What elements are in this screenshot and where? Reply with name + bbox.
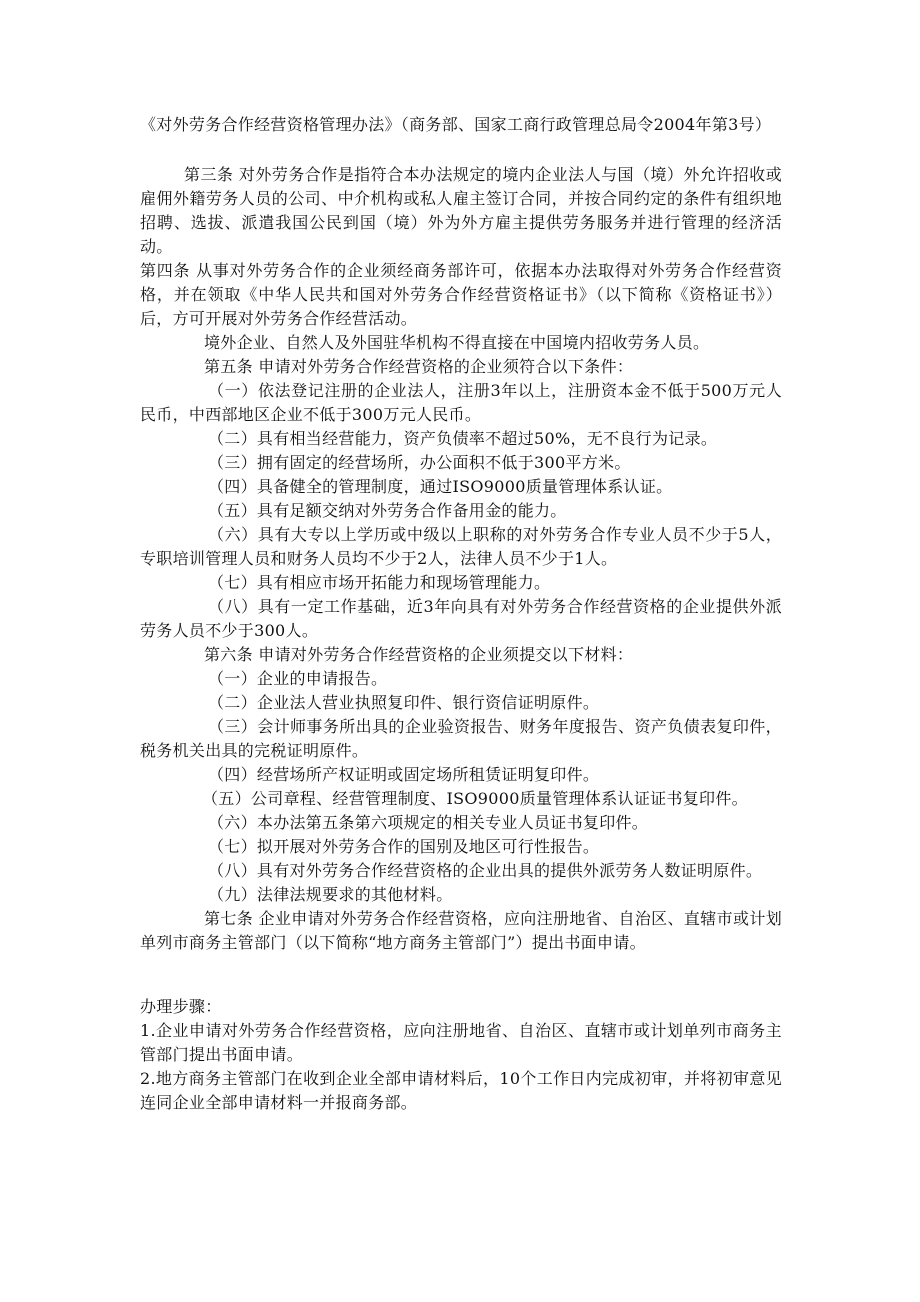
article-5-item: （四）具备健全的管理制度，通过ISO9000质量管理体系认证。 bbox=[208, 477, 673, 496]
article-6-item: （八）具有对外劳务合作经营资格的企业出具的提供外派劳务人数证明原件。 bbox=[208, 861, 763, 880]
article-5-item: （三）拥有固定的经营场所，办公面积不低于300平方米。 bbox=[208, 453, 631, 472]
procedure-step: 2.地方商务主管部门在收到企业全部申请材料后，10个工作日内完成初审，并将初审意见连同企业全部申请材料一并报商务部。 bbox=[140, 1069, 782, 1112]
procedure-step: 1.企业申请对外劳务合作经营资格，应向注册地省、自治区、直辖市或计划单列市商务主管部门提出书面申请。 bbox=[140, 1021, 782, 1064]
article-7: 第七条 企业申请对外劳务合作经营资格，应向注册地省、自治区、直辖市或计划单列市商务主管部门（以下简称“地方商务主管部门”）提出书面申请。 bbox=[140, 909, 782, 952]
article-5-item: （二）具有相当经营能力，资产负债率不超过50%，无不良行为记录。 bbox=[208, 429, 718, 448]
article-5: 第五条 申请对外劳务合作经营资格的企业须符合以下条件： bbox=[204, 357, 634, 376]
article-6-item: （一）企业的申请报告。 bbox=[208, 669, 388, 688]
article-5-item: （八）具有一定工作基础，近3年向具有对外劳务合作经营资格的企业提供外派劳务人员不少于300人。 bbox=[140, 597, 782, 640]
article-5-item: （一）依法登记注册的企业法人，注册3年以上，注册资本金不低于500万元人民币，中西部地区企业不低于300万元人民币。 bbox=[140, 381, 782, 424]
article-6-item: （七）拟开展对外劳务合作的国别及地区可行性报告。 bbox=[208, 837, 600, 856]
article-4-note: 境外企业、自然人及外国驻华机构不得直接在中国境内招收劳务人员。 bbox=[204, 333, 710, 352]
article-6-item: （二）企业法人营业执照复印件、银行资信证明原件。 bbox=[208, 693, 600, 712]
section-spacer bbox=[140, 955, 782, 995]
article-6-item: （三）会计师事务所出具的企业验资报告、财务年度报告、资产负债表复印件，税务机关出具的完税证明原件。 bbox=[140, 717, 782, 760]
procedure-heading: 办理步骤： bbox=[140, 997, 222, 1016]
article-6-item: （五）公司章程、经营管理制度、ISO9000质量管理体系认证证书复印件。 bbox=[202, 789, 748, 808]
article-5-item: （五）具有足额交纳对外劳务合作备用金的能力。 bbox=[208, 501, 567, 520]
article-5-item: （七）具有相应市场开拓能力和现场管理能力。 bbox=[208, 573, 551, 592]
article-4: 第四条 从事对外劳务合作的企业须经商务部许可，依据本办法取得对外劳务合作经营资格，并在领取《中华人民共和国对外劳务合作经营资格证书》（以下简称《资格证书》）后，方可开展对外劳务合作经营活动。 bbox=[140, 261, 782, 328]
article-6: 第六条 申请对外劳务合作经营资格的企业须提交以下材料： bbox=[204, 645, 634, 664]
document-title: 《对外劳务合作经营资格管理办法》（商务部、国家工商行政管理总局令2004年第3号） bbox=[140, 115, 772, 134]
article-5-item: （六）具有大专以上学历或中级以上职称的对外劳务合作专业人员不少于5人，专职培训管理人员和财务人员均不少于2人，法律人员不少于1人。 bbox=[140, 525, 782, 568]
article-6-item: （六）本办法第五条第六项规定的相关专业人员证书复印件。 bbox=[208, 813, 649, 832]
article-6-item: （九）法律法规要求的其他材料。 bbox=[208, 885, 453, 904]
article-6-item: （四）经营场所产权证明或固定场所租赁证明复印件。 bbox=[208, 765, 600, 784]
article-3: 第三条 对外劳务合作是指符合本办法规定的境内企业法人与国（境）外允许招收或雇佣外籍劳务人员的公司、中介机构或私人雇主签订合同，并按合同约定的条件有组织地招聘、选拔、派遣我国公民到国（境）外为外方雇主提供劳务服务并进行管理的经济活动。 bbox=[140, 165, 782, 256]
